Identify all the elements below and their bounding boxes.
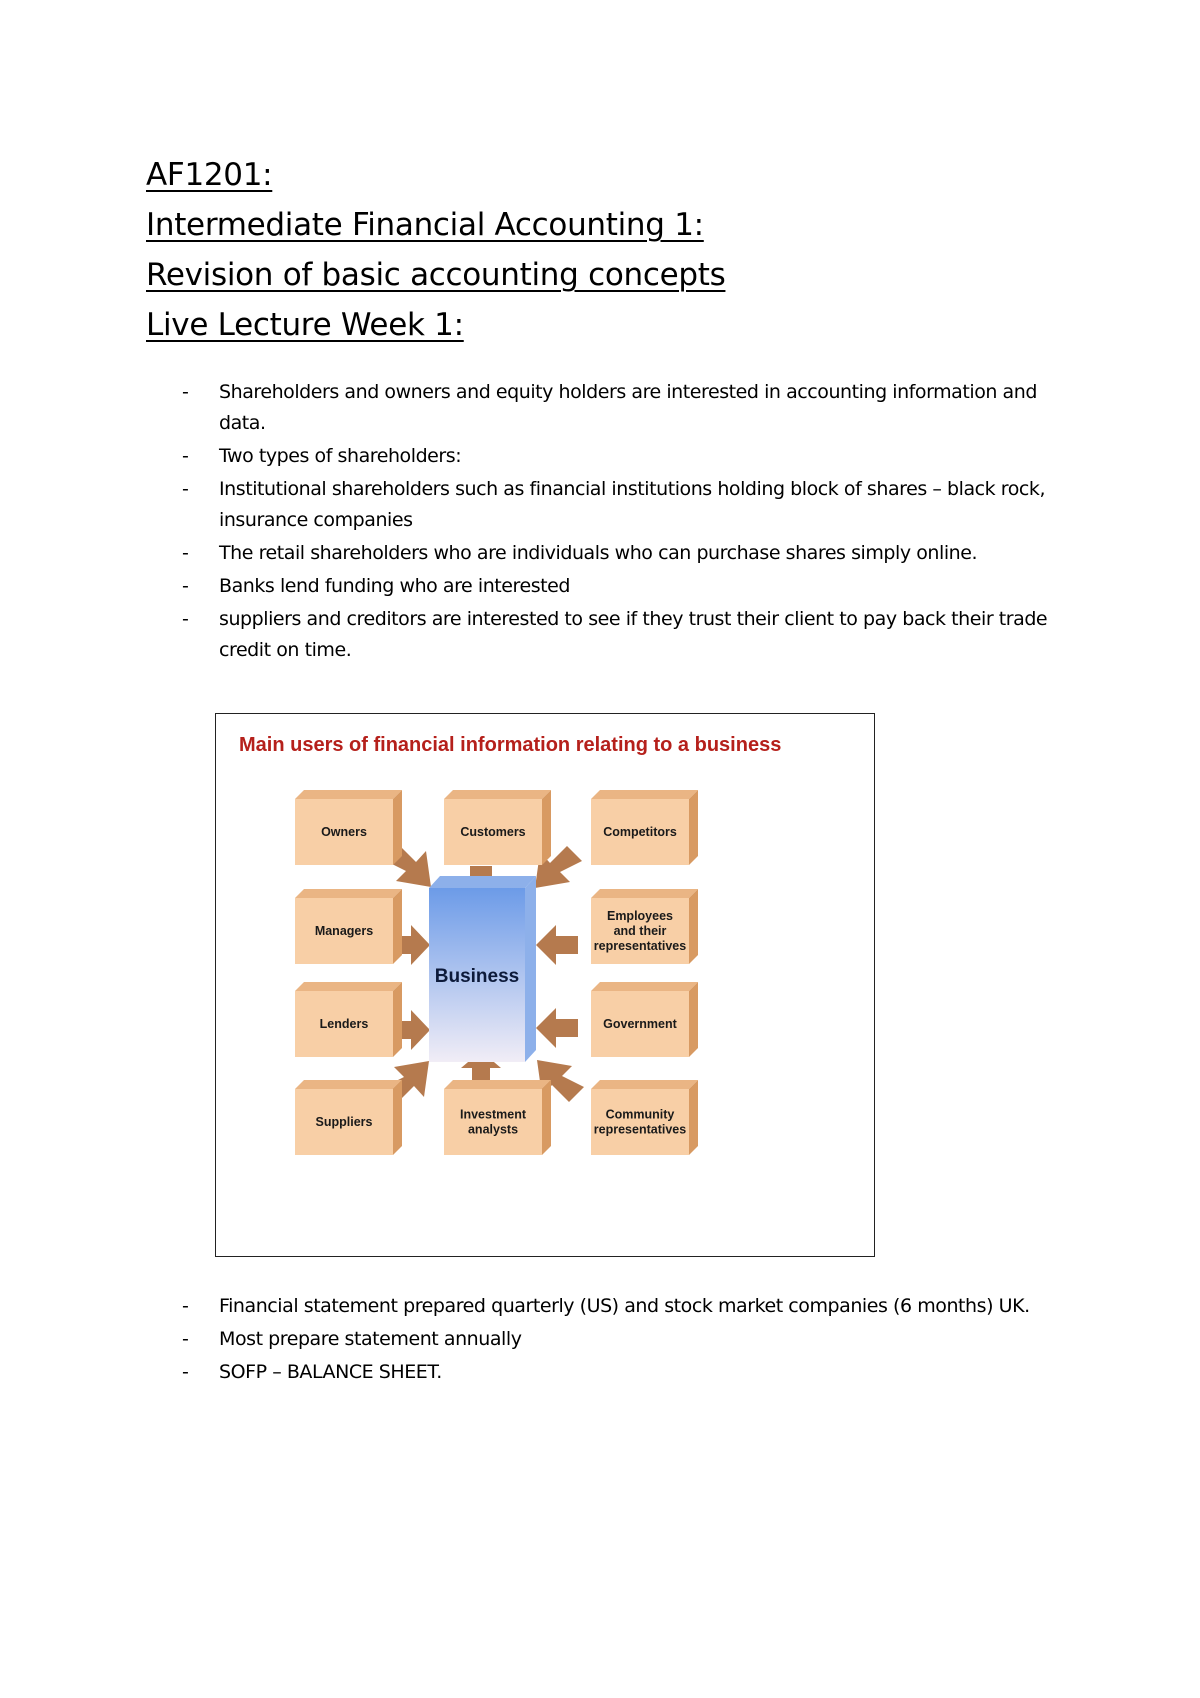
lecture-heading: Live Lecture Week 1: [146, 307, 464, 343]
list-item-text: Institutional shareholders such as financial institutions holding block of shares – black rock, insurance companies [219, 478, 1046, 531]
arrow-government [536, 1008, 578, 1048]
box-label: Investment [460, 1107, 526, 1122]
business-block [429, 876, 536, 1062]
bullet-marker: - [182, 542, 189, 564]
box-top-face [295, 790, 402, 799]
bullet-marker: - [182, 1295, 189, 1317]
arrow-employees [536, 925, 578, 965]
list-item-text: Two types of shareholders: [219, 445, 462, 467]
user-box-government [591, 982, 698, 1057]
bullet-marker: - [182, 1328, 189, 1350]
user-box-lenders [295, 982, 402, 1057]
list-item-text: Shareholders and owners and equity holders are interested in accounting information and data. [219, 381, 1037, 434]
box-label: Lenders [319, 1017, 369, 1031]
box-top-face [295, 982, 402, 991]
list-item-text: suppliers and creditors are interested to see if they trust their client to pay back their trade credit on time. [219, 608, 1048, 661]
box-top-face [295, 889, 402, 898]
list-item [180, 377, 1080, 439]
list-item [180, 474, 1080, 536]
topic-heading: Revision of basic accounting concepts [146, 257, 726, 293]
document-heading [146, 150, 1046, 350]
bullet-marker: - [182, 608, 189, 630]
box-side-face [689, 889, 698, 964]
box-label: and their [613, 924, 667, 938]
figure-title: Main users of financial information relating to a business [239, 734, 782, 756]
list-item [180, 1291, 1080, 1322]
box-label: Managers [314, 924, 374, 938]
list-item [180, 571, 1080, 602]
user-box-suppliers [295, 1080, 402, 1155]
box-top-face [591, 889, 698, 898]
user-box-customers [444, 790, 551, 865]
user-box-investment-analysts [444, 1080, 551, 1155]
list-item [180, 604, 1080, 666]
list-item-text: The retail shareholders who are individuals who can purchase shares simply online. [219, 542, 978, 564]
box-label: Employees [606, 909, 674, 923]
box-side-face [542, 790, 551, 865]
user-box-community [591, 1080, 698, 1155]
course-code-heading: AF1201: [146, 157, 273, 193]
box-top-face [591, 790, 698, 799]
users-diagram [216, 714, 876, 1258]
box-side-face [393, 790, 402, 865]
box-label: Suppliers [315, 1115, 373, 1129]
box-label: Community [605, 1107, 675, 1122]
bullet-marker: - [182, 575, 189, 597]
list-item-text: Financial statement prepared quarterly (US) and stock market companies (6 months) UK. [219, 1295, 1030, 1317]
box-top-face [591, 1080, 698, 1089]
notes-list-bottom [180, 1291, 1080, 1390]
list-item [180, 441, 1080, 472]
list-item [180, 538, 1080, 569]
box-label: analysts [467, 1122, 519, 1137]
box-label: Competitors [603, 825, 677, 839]
list-item [180, 1357, 1080, 1388]
box-top-face [591, 982, 698, 991]
notes-list-top [180, 377, 1080, 668]
box-top-face [444, 790, 551, 799]
box-label: representatives [593, 939, 687, 953]
business-label: Business [434, 966, 520, 987]
box-label: Owners [321, 825, 367, 839]
box-side-face [689, 1080, 698, 1155]
user-box-competitors [591, 790, 698, 865]
list-item-text: Banks lend funding who are interested [219, 575, 571, 597]
box-side-face [393, 982, 402, 1057]
bullet-marker: - [182, 1361, 189, 1383]
list-item-text: Most prepare statement annually [219, 1328, 522, 1350]
box-side-face [393, 1080, 402, 1155]
user-box-owners [295, 790, 402, 865]
box-side-face [393, 889, 402, 964]
course-title-heading: Intermediate Financial Accounting 1: [146, 207, 704, 243]
list-item [180, 1324, 1080, 1355]
box-label: Customers [460, 825, 526, 839]
box-top-face [295, 1080, 402, 1089]
users-diagram-figure [215, 713, 875, 1257]
business-block-top [429, 876, 536, 888]
user-box-managers [295, 889, 402, 964]
bullet-marker: - [182, 478, 189, 500]
box-side-face [689, 982, 698, 1057]
box-top-face [444, 1080, 551, 1089]
user-box-employees [591, 889, 698, 964]
box-label: Government [603, 1017, 677, 1031]
bullet-marker: - [182, 445, 189, 467]
business-block-side [525, 876, 536, 1062]
list-item-text: SOFP – BALANCE SHEET. [219, 1361, 442, 1383]
box-side-face [689, 790, 698, 865]
box-label: representatives [593, 1122, 687, 1137]
bullet-marker: - [182, 381, 189, 403]
box-side-face [542, 1080, 551, 1155]
